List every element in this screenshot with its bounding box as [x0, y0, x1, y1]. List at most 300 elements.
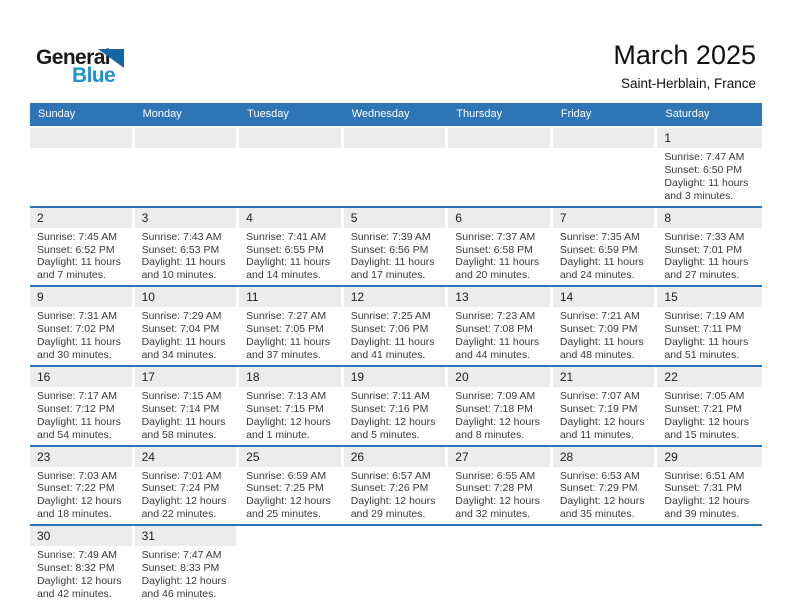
- day-cell: [239, 447, 344, 525]
- detail-line: Sunset: 7:05 PM: [246, 323, 324, 336]
- detail-line: Sunrise: 7:35 AM: [559, 230, 640, 243]
- detail-line: and 42 minutes.: [37, 587, 112, 600]
- detail-line: Daylight: 11 hours: [141, 415, 226, 428]
- day-number-band: [30, 526, 132, 546]
- day-details: [553, 228, 658, 286]
- day-number: 18: [246, 369, 260, 384]
- week-row: [30, 526, 762, 604]
- day-details: [553, 546, 658, 552]
- calendar-location-subtitle: Saint-Herblain, France: [620, 76, 756, 91]
- day-number: 15: [664, 290, 678, 305]
- day-number: 14: [559, 290, 574, 305]
- detail-line: Sunset: 7:28 PM: [455, 482, 533, 495]
- detail-line: and 20 minutes.: [455, 269, 530, 282]
- day-details: [553, 307, 658, 365]
- day-number: 3: [141, 210, 149, 225]
- day-number-band: [30, 287, 132, 307]
- day-details: [553, 387, 658, 445]
- detail-line: Daylight: 12 hours: [559, 415, 645, 428]
- day-details: [657, 148, 762, 206]
- day-details: [135, 307, 240, 365]
- day-details: [448, 228, 553, 286]
- detail-line: and 25 minutes.: [246, 508, 321, 521]
- detail-line: and 10 minutes.: [141, 269, 217, 282]
- detail-line: Daylight: 12 hours: [350, 415, 436, 428]
- day-number-band: [30, 447, 132, 467]
- day-cell: [239, 367, 344, 445]
- day-number-band: [344, 287, 446, 307]
- weekday-thursday: Thursday: [456, 108, 503, 120]
- detail-line: and 15 minutes.: [664, 428, 740, 441]
- logo-text-general: General: [36, 46, 111, 69]
- detail-line: Sunrise: 6:51 AM: [664, 469, 745, 482]
- empty-day-cell: [448, 526, 553, 604]
- empty-day-cell: [239, 128, 344, 206]
- week-row: [30, 128, 762, 208]
- day-number-band: [239, 287, 341, 307]
- empty-day-cell: [344, 128, 449, 206]
- detail-line: Sunset: 8:33 PM: [141, 562, 220, 575]
- detail-line: and 27 minutes.: [664, 269, 740, 282]
- day-cell: [239, 208, 344, 286]
- day-cell: [30, 208, 135, 286]
- day-details: [448, 546, 553, 552]
- detail-line: Sunrise: 7:37 AM: [455, 230, 536, 243]
- day-number: 8: [664, 210, 672, 225]
- detail-line: Sunset: 7:06 PM: [350, 323, 429, 336]
- detail-line: Sunset: 7:02 PM: [37, 323, 115, 336]
- day-number-band: [135, 447, 237, 467]
- detail-line: Daylight: 11 hours: [37, 336, 121, 349]
- weekday-friday: Friday: [560, 108, 592, 120]
- day-details: [135, 467, 240, 525]
- weekday-saturday: Saturday: [665, 108, 710, 120]
- day-cell: [135, 526, 240, 604]
- day-details: [30, 228, 135, 286]
- detail-line: and 29 minutes.: [350, 508, 426, 521]
- detail-line: Sunset: 7:29 PM: [559, 482, 638, 495]
- detail-line: Sunset: 7:08 PM: [455, 323, 533, 336]
- day-details: [239, 546, 344, 552]
- detail-line: Sunset: 7:04 PM: [141, 323, 220, 336]
- day-details: [239, 228, 344, 286]
- detail-line: Daylight: 11 hours: [141, 336, 226, 349]
- day-details: [344, 546, 449, 552]
- detail-line: and 30 minutes.: [37, 348, 112, 361]
- day-details: [30, 546, 135, 604]
- detail-line: Sunrise: 7:41 AM: [246, 230, 327, 243]
- detail-line: Daylight: 11 hours: [141, 256, 226, 269]
- day-number-band: [239, 128, 341, 148]
- day-number-band: [30, 367, 132, 387]
- day-cell: [135, 447, 240, 525]
- detail-line: Sunrise: 7:47 AM: [141, 549, 222, 562]
- day-cell: [344, 367, 449, 445]
- day-details: [553, 148, 658, 154]
- day-details: [344, 467, 449, 525]
- day-number-band: [657, 287, 762, 307]
- detail-line: and 35 minutes.: [559, 508, 635, 521]
- day-cell: [344, 447, 449, 525]
- week-row: [30, 208, 762, 288]
- detail-line: Sunset: 6:56 PM: [350, 243, 429, 256]
- day-cell: [448, 447, 553, 525]
- day-details: [657, 307, 762, 365]
- day-number: 28: [559, 449, 574, 464]
- day-number: 29: [664, 449, 678, 464]
- detail-line: Sunrise: 7:39 AM: [350, 230, 431, 243]
- day-number: 22: [664, 369, 678, 384]
- day-cell: [553, 367, 658, 445]
- day-details: [344, 228, 449, 286]
- day-details: [30, 387, 135, 445]
- day-details: [448, 387, 553, 445]
- day-number-band: [344, 367, 446, 387]
- detail-line: and 48 minutes.: [559, 348, 635, 361]
- logo-text-blue: Blue: [72, 64, 116, 87]
- empty-day-cell: [30, 128, 135, 206]
- day-number: 25: [246, 449, 260, 464]
- detail-line: and 17 minutes.: [350, 269, 426, 282]
- week-row: [30, 367, 762, 447]
- empty-day-cell: [344, 526, 449, 604]
- day-details: [30, 307, 135, 365]
- detail-line: Sunset: 7:31 PM: [664, 482, 743, 495]
- day-cell: [239, 287, 344, 365]
- detail-line: and 32 minutes.: [455, 508, 530, 521]
- detail-line: Daylight: 11 hours: [246, 256, 330, 269]
- day-number-band: [657, 208, 762, 228]
- general-blue-logo: [36, 46, 156, 96]
- empty-day-cell: [553, 526, 658, 604]
- day-number: 27: [455, 449, 469, 464]
- detail-line: Sunrise: 7:05 AM: [664, 389, 745, 402]
- empty-day-cell: [135, 128, 240, 206]
- detail-line: Daylight: 11 hours: [246, 336, 330, 349]
- weekday-sunday: Sunday: [38, 108, 76, 120]
- detail-line: Sunset: 7:21 PM: [664, 402, 743, 415]
- day-details: [657, 467, 762, 525]
- day-number: 13: [455, 290, 469, 305]
- day-details: [30, 148, 135, 154]
- detail-line: Daylight: 12 hours: [37, 574, 122, 587]
- detail-line: Sunrise: 6:53 AM: [559, 469, 640, 482]
- day-number-band: [553, 367, 655, 387]
- day-details: [344, 148, 449, 154]
- detail-line: Sunrise: 7:13 AM: [246, 389, 327, 402]
- day-number: 24: [141, 449, 155, 464]
- empty-day-cell: [553, 128, 658, 206]
- week-row: [30, 287, 762, 367]
- day-number: 30: [37, 529, 51, 544]
- day-number: 23: [37, 449, 51, 464]
- detail-line: Daylight: 12 hours: [455, 415, 540, 428]
- day-number-band: [448, 526, 550, 546]
- detail-line: and 22 minutes.: [141, 508, 217, 521]
- detail-line: and 5 minutes.: [350, 428, 420, 441]
- detail-line: Sunset: 7:14 PM: [141, 402, 220, 415]
- detail-line: and 58 minutes.: [141, 428, 217, 441]
- day-cell: [448, 367, 553, 445]
- detail-line: Sunset: 7:09 PM: [559, 323, 638, 336]
- detail-line: Sunrise: 7:07 AM: [559, 389, 640, 402]
- weekday-wednesday: Wednesday: [351, 108, 410, 120]
- detail-line: Sunrise: 7:23 AM: [455, 310, 536, 323]
- day-number: 31: [141, 529, 155, 544]
- detail-line: Daylight: 11 hours: [559, 336, 644, 349]
- day-details: [30, 467, 135, 525]
- day-details: [657, 228, 762, 286]
- detail-line: and 24 minutes.: [559, 269, 635, 282]
- day-cell: [657, 128, 762, 206]
- detail-line: and 46 minutes.: [141, 587, 217, 600]
- day-details: [448, 307, 553, 365]
- day-details: [239, 387, 344, 445]
- day-details: [135, 148, 240, 154]
- detail-line: Daylight: 11 hours: [37, 256, 121, 269]
- day-cell: [553, 287, 658, 365]
- day-details: [657, 387, 762, 445]
- detail-line: and 11 minutes.: [559, 428, 634, 441]
- detail-line: Sunset: 6:50 PM: [664, 163, 743, 176]
- day-details: [239, 467, 344, 525]
- day-number-band: [553, 128, 655, 148]
- calendar-title: March 2025: [613, 40, 756, 70]
- page-header: [0, 0, 792, 103]
- day-number: 9: [37, 290, 44, 305]
- day-number-band: [657, 128, 762, 148]
- day-number-band: [135, 128, 237, 148]
- empty-day-cell: [657, 526, 762, 604]
- day-number: 1: [664, 131, 672, 145]
- detail-line: Daylight: 12 hours: [37, 495, 122, 508]
- detail-line: Daylight: 11 hours: [350, 336, 435, 349]
- day-number-band: [239, 526, 341, 546]
- day-number: 26: [350, 449, 365, 464]
- detail-line: Sunrise: 6:55 AM: [455, 469, 536, 482]
- day-number: 11: [246, 290, 259, 305]
- detail-line: Sunset: 7:22 PM: [37, 482, 115, 495]
- day-number: 10: [141, 290, 155, 305]
- detail-line: Daylight: 11 hours: [559, 256, 644, 269]
- day-details: [448, 467, 553, 525]
- day-cell: [553, 447, 658, 525]
- day-number-band: [239, 367, 341, 387]
- detail-line: Daylight: 11 hours: [664, 336, 749, 349]
- day-cell: [30, 287, 135, 365]
- day-number: 12: [350, 290, 365, 305]
- detail-line: Sunset: 7:19 PM: [559, 402, 638, 415]
- detail-line: and 14 minutes.: [246, 269, 321, 282]
- day-number-band: [135, 526, 237, 546]
- detail-line: Sunset: 7:15 PM: [246, 402, 324, 415]
- day-number-band: [448, 208, 550, 228]
- day-number-band: [448, 447, 550, 467]
- weekday-header-row: [30, 103, 762, 126]
- day-number-band: [344, 526, 446, 546]
- detail-line: Sunrise: 7:11 AM: [350, 389, 430, 402]
- day-number-band: [553, 287, 655, 307]
- day-number-band: [553, 526, 655, 546]
- day-cell: [344, 208, 449, 286]
- day-cell: [344, 287, 449, 365]
- detail-line: Sunrise: 6:57 AM: [350, 469, 431, 482]
- day-number-band: [30, 128, 132, 148]
- detail-line: and 34 minutes.: [141, 348, 217, 361]
- day-number-band: [553, 208, 655, 228]
- detail-line: Sunrise: 7:45 AM: [37, 230, 117, 243]
- day-number-band: [448, 367, 550, 387]
- day-cell: [657, 208, 762, 286]
- weekday-monday: Monday: [142, 108, 182, 120]
- day-number-band: [344, 447, 446, 467]
- detail-line: Sunrise: 7:31 AM: [37, 310, 117, 323]
- detail-line: Daylight: 11 hours: [455, 336, 540, 349]
- detail-line: Sunrise: 6:59 AM: [246, 469, 327, 482]
- detail-line: Daylight: 11 hours: [37, 415, 121, 428]
- day-cell: [135, 287, 240, 365]
- day-number: 16: [37, 369, 51, 384]
- day-number: 21: [559, 369, 574, 384]
- detail-line: Sunrise: 7:47 AM: [664, 151, 745, 163]
- detail-line: Sunrise: 7:17 AM: [37, 389, 117, 402]
- detail-line: Sunrise: 7:15 AM: [141, 389, 222, 402]
- detail-line: and 18 minutes.: [37, 508, 112, 521]
- day-number-band: [553, 447, 655, 467]
- day-number: 20: [455, 369, 469, 384]
- day-cell: [657, 287, 762, 365]
- detail-line: Sunrise: 7:19 AM: [664, 310, 745, 323]
- day-details: [135, 387, 240, 445]
- detail-line: Daylight: 12 hours: [141, 495, 227, 508]
- day-cell: [30, 367, 135, 445]
- day-number-band: [135, 287, 237, 307]
- detail-line: Daylight: 12 hours: [455, 495, 540, 508]
- title-block: [613, 40, 756, 91]
- detail-line: Sunset: 7:16 PM: [350, 402, 429, 415]
- day-number: 19: [350, 369, 365, 384]
- day-cell: [30, 526, 135, 604]
- calendar: [30, 103, 762, 604]
- day-number-band: [344, 128, 446, 148]
- weekday-tuesday: Tuesday: [247, 108, 289, 120]
- detail-line: Sunset: 6:59 PM: [559, 243, 638, 256]
- detail-line: Sunrise: 7:33 AM: [664, 230, 745, 243]
- week-row: [30, 447, 762, 527]
- detail-line: Sunrise: 7:21 AM: [559, 310, 640, 323]
- detail-line: and 37 minutes.: [246, 348, 321, 361]
- day-number: 4: [246, 210, 253, 225]
- day-number-band: [657, 367, 762, 387]
- detail-line: and 44 minutes.: [455, 348, 530, 361]
- day-details: [239, 307, 344, 365]
- day-details: [135, 546, 240, 604]
- detail-line: Daylight: 12 hours: [350, 495, 436, 508]
- day-number: 2: [37, 210, 44, 225]
- day-number-band: [135, 208, 237, 228]
- detail-line: Sunset: 6:52 PM: [37, 243, 115, 256]
- day-number: 7: [559, 210, 567, 225]
- detail-line: Sunset: 7:25 PM: [246, 482, 324, 495]
- day-cell: [30, 447, 135, 525]
- day-number-band: [448, 287, 550, 307]
- detail-line: Sunrise: 7:03 AM: [37, 469, 117, 482]
- day-details: [448, 148, 553, 154]
- detail-line: Daylight: 12 hours: [664, 495, 750, 508]
- day-details: [553, 467, 658, 525]
- detail-line: Sunset: 7:12 PM: [37, 402, 115, 415]
- detail-line: and 51 minutes.: [664, 348, 740, 361]
- detail-line: Daylight: 11 hours: [350, 256, 435, 269]
- detail-line: Daylight: 12 hours: [559, 495, 645, 508]
- detail-line: Sunrise: 7:49 AM: [37, 549, 117, 562]
- day-details: [344, 307, 449, 365]
- detail-line: Sunset: 7:24 PM: [141, 482, 220, 495]
- detail-line: and 39 minutes.: [664, 508, 740, 521]
- detail-line: Sunset: 8:32 PM: [37, 562, 115, 575]
- day-cell: [657, 367, 762, 445]
- day-number-band: [30, 208, 132, 228]
- day-number-band: [448, 128, 550, 148]
- detail-line: Daylight: 12 hours: [246, 415, 331, 428]
- detail-line: Daylight: 11 hours: [664, 256, 749, 269]
- detail-line: and 3 minutes.: [664, 189, 734, 202]
- day-number-band: [239, 208, 341, 228]
- detail-line: Sunset: 7:26 PM: [350, 482, 429, 495]
- day-details: [657, 546, 762, 552]
- detail-line: and 8 minutes.: [455, 428, 525, 441]
- detail-line: Sunrise: 7:27 AM: [246, 310, 327, 323]
- detail-line: Sunrise: 7:29 AM: [141, 310, 222, 323]
- day-number-band: [657, 447, 762, 467]
- detail-line: Sunset: 6:53 PM: [141, 243, 220, 256]
- detail-line: Daylight: 11 hours: [455, 256, 540, 269]
- detail-line: Daylight: 12 hours: [246, 495, 331, 508]
- detail-line: Sunrise: 7:09 AM: [455, 389, 536, 402]
- day-number-band: [657, 526, 762, 546]
- day-cell: [448, 208, 553, 286]
- detail-line: Daylight: 11 hours: [664, 176, 749, 189]
- detail-line: Sunset: 7:01 PM: [664, 243, 743, 256]
- detail-line: Sunset: 6:58 PM: [455, 243, 533, 256]
- detail-line: Daylight: 12 hours: [664, 415, 750, 428]
- detail-line: and 41 minutes.: [350, 348, 426, 361]
- detail-line: and 7 minutes.: [37, 269, 106, 282]
- calendar-grid: [30, 128, 762, 604]
- detail-line: Sunrise: 7:25 AM: [350, 310, 431, 323]
- detail-line: Sunrise: 7:43 AM: [141, 230, 222, 243]
- detail-line: Sunset: 7:11 PM: [664, 323, 742, 336]
- day-cell: [135, 367, 240, 445]
- day-number-band: [239, 447, 341, 467]
- day-details: [135, 228, 240, 286]
- day-number: 17: [141, 369, 155, 384]
- detail-line: Sunset: 7:18 PM: [455, 402, 533, 415]
- day-cell: [135, 208, 240, 286]
- empty-day-cell: [448, 128, 553, 206]
- day-number-band: [344, 208, 446, 228]
- day-number-band: [135, 367, 237, 387]
- detail-line: Daylight: 12 hours: [141, 574, 227, 587]
- detail-line: Sunset: 6:55 PM: [246, 243, 324, 256]
- day-number: 6: [455, 210, 462, 225]
- empty-day-cell: [239, 526, 344, 604]
- day-details: [239, 148, 344, 154]
- detail-line: and 54 minutes.: [37, 428, 112, 441]
- day-cell: [448, 287, 553, 365]
- day-number: 5: [350, 210, 358, 225]
- detail-line: and 1 minute.: [246, 428, 310, 441]
